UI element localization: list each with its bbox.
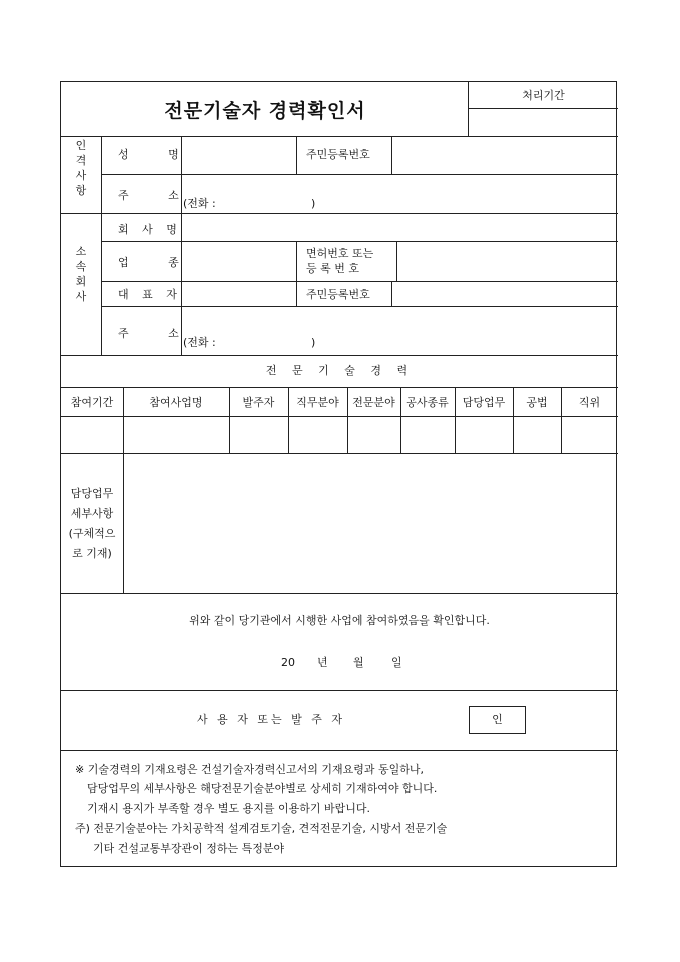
name-label: 성 명 (118, 148, 197, 161)
license-label: 면허번호 또는 등 록 번 호 (306, 247, 374, 275)
col-construction-type: 공사종류 (406, 396, 449, 409)
date-year-unit: 년 (317, 656, 328, 669)
company-rrn-label: 주민등록번호 (306, 288, 370, 301)
date-year: 20 (281, 656, 295, 669)
personal-section-label: 인 격 사 항 (75, 139, 87, 197)
note-line-5: 기타 건설교통부장관이 정하는 특정분야 (93, 842, 285, 855)
col-duty: 담당업무 (462, 396, 506, 409)
col-job-field: 직무분야 (296, 396, 339, 409)
seal-box: 인 (469, 706, 526, 734)
company-address-label: 주 소 (118, 327, 197, 340)
career-section-title: 전 문 기 술 경 력 (265, 364, 414, 377)
duty-details-label: 담당업무 세부사항 (구체적으 로 기재) (68, 487, 116, 560)
signer-label: 사 용 자 또는 발 주 자 (197, 713, 345, 726)
col-client: 발주자 (242, 396, 275, 409)
confirmation-statement: 위와 같이 당기관에서 시행한 사업에 참여하였음을 확인합니다. (189, 614, 490, 627)
date-month-unit: 월 (353, 656, 364, 669)
col-project-name: 참여사업명 (149, 396, 203, 409)
company-name-label: 회 사 명 (118, 223, 182, 236)
note-line-2: 담당업무의 세부사항은 해당전문기술분야별로 상세히 기재하여야 합니다. (87, 782, 438, 795)
form-title: 전문기술자 경력확인서 (164, 100, 366, 122)
industry-label: 업 종 (118, 256, 197, 269)
note-line-4: 주) 전문기술분야는 가치공학적 설계검토기술, 견적전문기술, 시방서 전문기술 (75, 822, 448, 835)
col-participation-period: 참여기간 (70, 396, 114, 409)
processing-period-label: 처리기간 (522, 89, 565, 102)
address-label: 주 소 (118, 189, 197, 202)
company-phone-close: ) (311, 336, 316, 349)
ceo-label: 대 표 자 (118, 288, 182, 301)
rrn-label: 주민등록번호 (306, 148, 370, 161)
phone-label: (전화 : (183, 197, 216, 210)
date-day-unit: 일 (391, 656, 402, 669)
note-line-1: ※ 기술경력의 기재요령은 건설기술자경력신고서의 기재요령과 동일하나, (75, 763, 424, 776)
note-line-3: 기재시 용지가 부족할 경우 별도 용지를 이용하기 바랍니다. (87, 802, 370, 815)
company-section-label: 소 속 회 사 (75, 245, 87, 303)
col-method: 공법 (526, 396, 548, 409)
col-specialty-field: 전문분야 (352, 396, 395, 409)
company-phone-label: (전화 : (183, 336, 216, 349)
col-position: 직위 (578, 396, 601, 409)
phone-close: ) (311, 197, 316, 210)
career-certificate-form (60, 81, 617, 867)
